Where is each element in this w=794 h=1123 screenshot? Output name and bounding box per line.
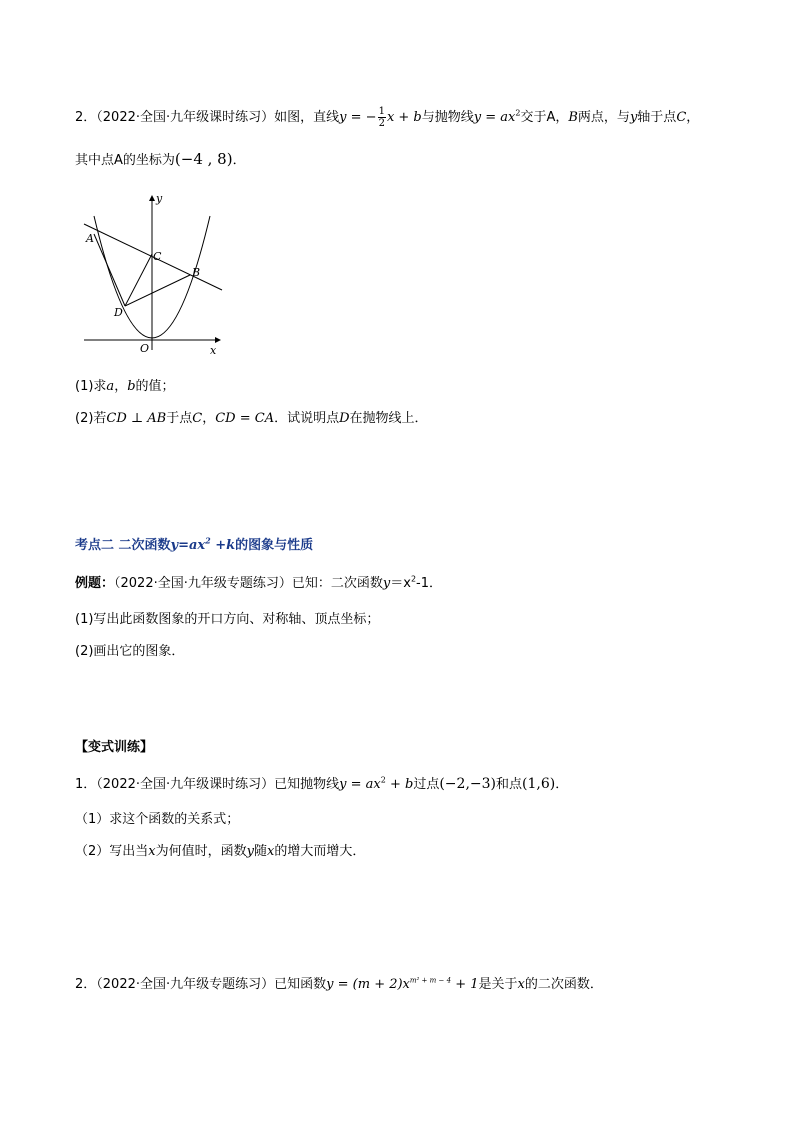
parabola-equation: y = ax: [473, 110, 516, 125]
example-part2: (2)画出它的图象．: [75, 644, 185, 659]
variant-q2-line: 2．（2022·全国·九年级专题练习）已知函数$y = (m + 2)x^{m^2 + m - 4} + 1$是关于x的二次函数．: [75, 976, 603, 992]
line-equation: y = −: [339, 110, 377, 125]
label-x: x: [210, 344, 217, 357]
q2-part1: (1)求a，b的值；: [75, 379, 175, 394]
example-line: 例题：（2022·全国·九年级专题练习）已知：二次函数$y=x^2-1$．: [75, 574, 443, 591]
variant-title: 【变式训练】: [75, 740, 154, 755]
label-c: C: [153, 250, 162, 263]
label-y: y: [156, 192, 163, 205]
question-source: （2022·全国·九年级课时练习）: [96, 110, 275, 125]
q2-line2: 其中点A的坐标为(−4 , 8)．: [75, 150, 246, 168]
label-b: B: [192, 266, 201, 279]
label-a: A: [86, 232, 94, 245]
parabola-figure: [80, 190, 230, 360]
segment-ad: [94, 234, 125, 306]
segment-db: [125, 275, 190, 306]
fraction: $\frac{1}{2}$: [378, 106, 385, 129]
point-a-coordinate: (−4 , 8): [174, 150, 233, 168]
example-label: 例题：: [75, 576, 115, 591]
variant-q1-part1: （1）求这个函数的关系式；: [75, 812, 240, 827]
example-part1: (1)写出此函数图象的开口方向、对称轴、顶点坐标；: [75, 612, 380, 627]
q2-line1: 2．（2022·全国·九年级课时练习）如图，直线y = − $\frac{1}{2}$ x + b与抛物线$y = ax^2$交于A，B两点，与y轴于点C，: [75, 106, 700, 129]
label-d: D: [114, 306, 123, 319]
segment-cd: [125, 254, 152, 306]
q2-part2: (2)若CD ⊥ AB于点C，CD = CA．试说明点D在抛物线上．: [75, 411, 428, 426]
question-number: 2．: [75, 110, 97, 125]
label-o: O: [140, 342, 150, 355]
variant-q1-line: 1．（2022·全国·九年级课时练习）已知抛物线$y = ax^2 + b$过点(−2,−3)和点(1,6)．: [75, 775, 569, 792]
variant-q1-part2: （2）写出当x为何值时，函数y随x的增大而增大．: [75, 844, 366, 859]
key-point-heading: 考点二 二次函数$y=ax^2 +k$的图象与性质: [75, 535, 314, 553]
